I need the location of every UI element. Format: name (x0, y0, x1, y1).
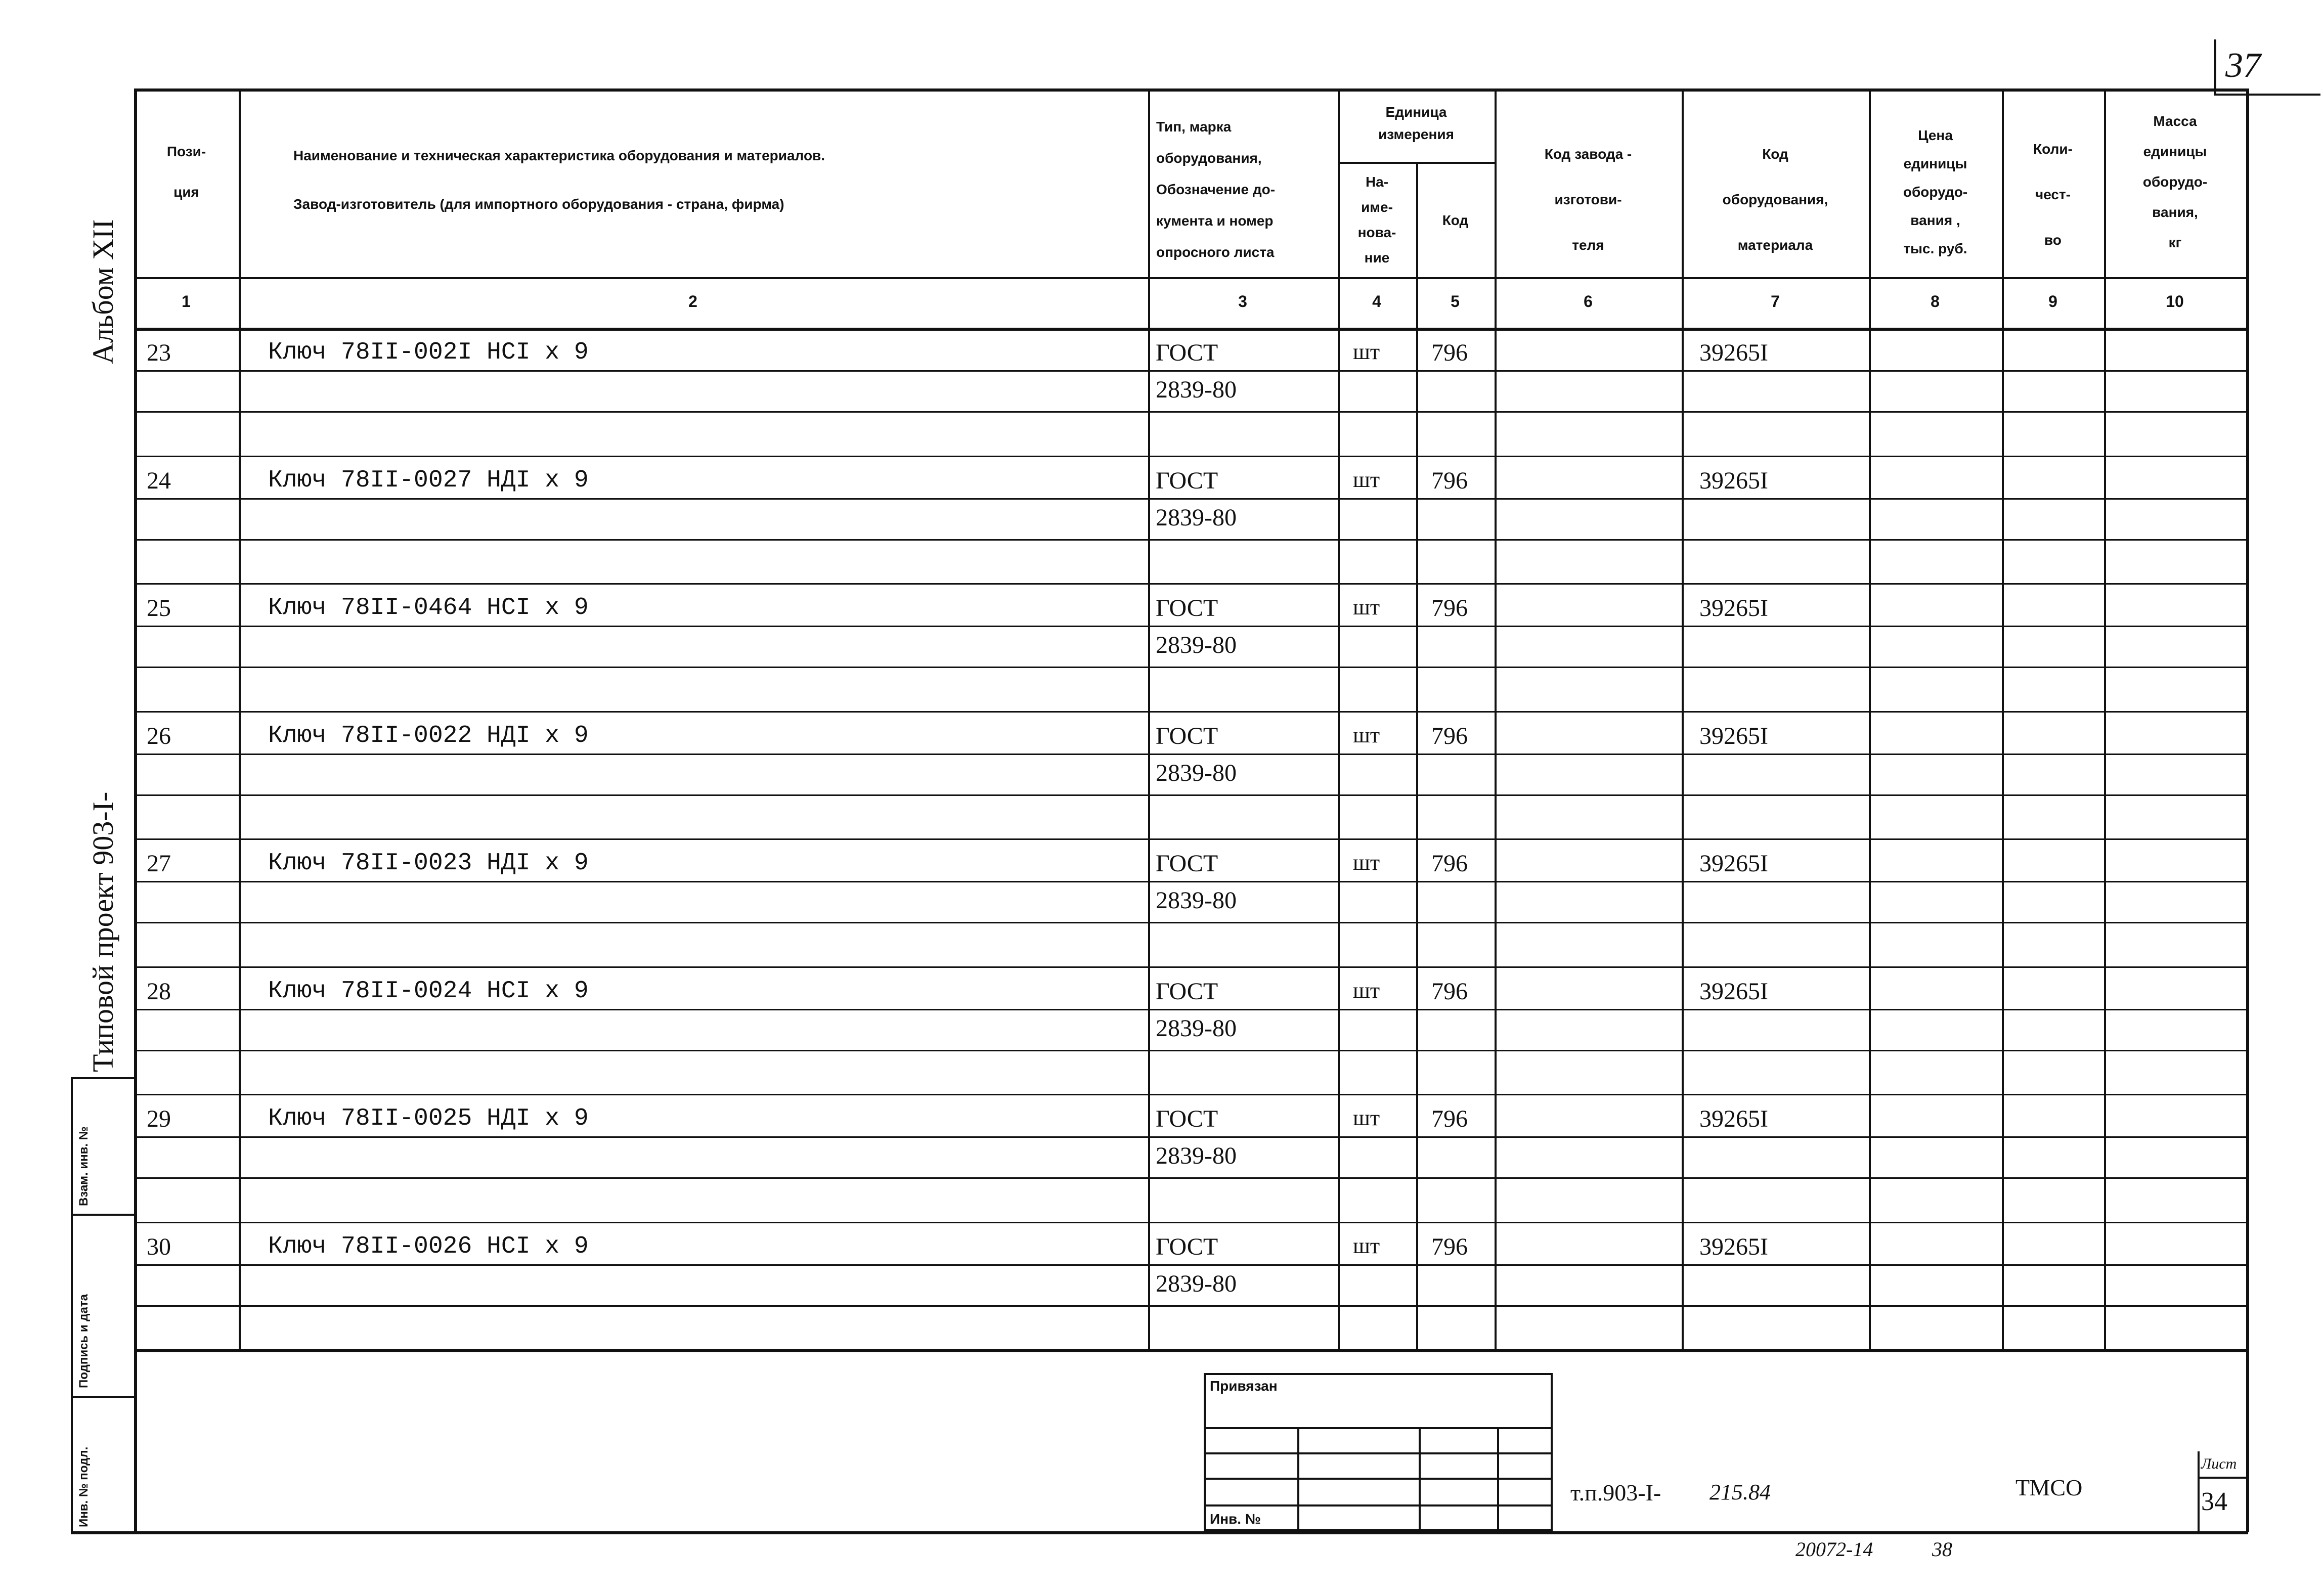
row-unit: шт (1353, 1233, 1380, 1258)
row-line (134, 1094, 2248, 1095)
row-line (134, 922, 2248, 923)
row-equip-code: 39265I (1699, 467, 1768, 494)
stamp-box-div1 (71, 1077, 134, 1079)
hdr-price: Цена единицы оборудо- вания , тыс. руб. (1903, 127, 1968, 256)
footer-stamp-row2 (1204, 1452, 1553, 1454)
col-line-4 (1416, 162, 1418, 1350)
row-position: 27 (147, 850, 171, 877)
hdr-type: Тип, марка оборудования, Обозначение до- кумента и номер опросного листа (1156, 119, 1276, 260)
row-unit: шт (1353, 339, 1380, 364)
hdr-maker-code: Код завода - изготови- теля (1544, 146, 1632, 253)
row-position: 23 (147, 339, 171, 366)
row-doc-number: 2839-80 (1156, 1270, 1237, 1297)
col-line-1 (239, 88, 241, 1350)
hdr-unit-code: Код (1442, 212, 1469, 228)
row-unit-code: 796 (1431, 850, 1468, 877)
row-name: Ключ 78II-0027 НДI х 9 (268, 466, 589, 494)
column-number: 2 (688, 292, 697, 311)
row-line (134, 411, 2248, 413)
row-doc-number: 2839-80 (1156, 759, 1237, 786)
row-name: Ключ 78II-0022 НДI х 9 (268, 722, 589, 749)
header-bottom (134, 277, 2248, 279)
column-number: 10 (2166, 292, 2184, 311)
body-bottom (134, 1349, 2248, 1352)
stamp-box-div2 (71, 1214, 134, 1216)
frame-top (134, 88, 2248, 92)
stamp-sign: Подпись и дата (77, 1294, 91, 1388)
row-position: 26 (147, 722, 171, 749)
row-name: Ключ 78II-0025 НДI х 9 (268, 1105, 589, 1132)
row-position: 30 (147, 1233, 171, 1260)
footer-stamp-col3 (1497, 1427, 1499, 1531)
row-unit-code: 796 (1431, 1105, 1468, 1132)
row-line (134, 711, 2248, 713)
sheet-label: Лист (2201, 1455, 2237, 1472)
row-doc-number: 2839-80 (1156, 376, 1237, 403)
row-line (134, 626, 2248, 627)
row-unit-code: 796 (1431, 722, 1468, 749)
row-doc-number: 2839-80 (1156, 887, 1237, 914)
col-line-8 (2002, 88, 2004, 1350)
hdr-mass: Масса единицы оборудо- вания, кг (2142, 113, 2208, 250)
column-number: 9 (2048, 292, 2057, 311)
row-line (134, 1305, 2248, 1307)
row-unit-code: 796 (1431, 595, 1468, 622)
frame-right (2246, 88, 2249, 1532)
row-line (134, 370, 2248, 372)
album-label: Альбом XII (86, 219, 119, 364)
row-line (134, 1177, 2248, 1179)
row-line (134, 1222, 2248, 1223)
section-code: ТМСО (2015, 1475, 2083, 1500)
row-doc: ГОСТ (1156, 339, 1218, 366)
row-line (134, 1136, 2248, 1138)
row-name: Ключ 78II-0464 НСI х 9 (268, 594, 589, 622)
privyazan-label: Привязан (1210, 1378, 1278, 1394)
bottom-note-1: 20072-14 (1795, 1538, 1873, 1561)
col-line-9 (2104, 88, 2106, 1350)
row-line (134, 498, 2248, 500)
row-position: 28 (147, 978, 171, 1005)
row-line (134, 539, 2248, 541)
column-number: 5 (1451, 292, 1460, 311)
row-line (134, 838, 2248, 840)
frame-bottom (71, 1531, 2248, 1534)
hdr-qty: Коли- чест- во (2033, 141, 2073, 248)
row-equip-code: 39265I (1699, 1105, 1768, 1132)
column-number: 1 (182, 292, 191, 311)
row-name: Ключ 78II-002I НСI х 9 (268, 339, 589, 366)
row-equip-code: 39265I (1699, 850, 1768, 877)
row-unit: шт (1353, 978, 1380, 1003)
row-line (134, 794, 2248, 796)
row-name: Ключ 78II-0024 НСI х 9 (268, 977, 589, 1005)
column-number: 6 (1584, 292, 1593, 311)
col-line-2 (1148, 88, 1150, 1350)
row-doc: ГОСТ (1156, 978, 1218, 1005)
row-line (134, 966, 2248, 968)
frame-left (134, 88, 137, 1532)
row-unit: шт (1353, 722, 1380, 747)
col-line-6 (1682, 88, 1684, 1350)
col-line-5 (1495, 88, 1497, 1350)
hdr-name: Наименование и техническая характеристика оборудования и материалов. Завод-изготовитель (для импортного оборудования - страна, фирма) (293, 148, 825, 212)
corner-vline (2214, 39, 2216, 95)
column-number: 4 (1372, 292, 1381, 311)
hdr-pos: Пози- ция (166, 144, 206, 200)
row-line (134, 1264, 2248, 1266)
row-unit-code: 796 (1431, 1233, 1468, 1260)
sheet-number: 34 (2201, 1487, 2227, 1516)
row-doc-number: 2839-80 (1156, 1142, 1237, 1169)
row-doc: ГОСТ (1156, 595, 1218, 622)
stamp-box-left (71, 1077, 73, 1532)
colnum-bottom (134, 328, 2248, 331)
row-doc-number: 2839-80 (1156, 504, 1237, 531)
inv-no-label: Инв. № (1210, 1511, 1261, 1527)
row-unit: шт (1353, 1105, 1380, 1130)
column-number: 3 (1238, 292, 1247, 311)
hdr-unit: Единица измерения (1378, 104, 1454, 142)
row-unit-code: 796 (1431, 978, 1468, 1005)
hdr-equip-code: Код оборудования, материала (1722, 146, 1828, 253)
footer-stamp-row3 (1204, 1478, 1553, 1480)
row-equip-code: 39265I (1699, 595, 1768, 622)
page-number: 37 (2225, 46, 2261, 85)
row-name: Ключ 78II-0026 НСI х 9 (268, 1232, 589, 1260)
row-unit: шт (1353, 850, 1380, 875)
row-doc-number: 2839-80 (1156, 632, 1237, 658)
project-title: Типовой проект 903-I- (86, 791, 119, 1072)
row-doc: ГОСТ (1156, 467, 1218, 494)
col-line-7 (1869, 88, 1871, 1350)
row-line (134, 1050, 2248, 1051)
stamp-vzam: Взам. инв. № (77, 1126, 91, 1206)
row-position: 25 (147, 595, 171, 622)
doc-code-hand: 215.84 (1709, 1480, 1771, 1504)
row-doc: ГОСТ (1156, 1105, 1218, 1132)
row-position: 24 (147, 467, 171, 494)
row-unit-code: 796 (1431, 339, 1468, 366)
row-line (134, 881, 2248, 882)
row-equip-code: 39265I (1699, 978, 1768, 1005)
row-name: Ключ 78II-0023 НДI х 9 (268, 850, 589, 877)
footer-stamp-col1 (1297, 1427, 1299, 1531)
row-unit: шт (1353, 595, 1380, 619)
row-line (134, 754, 2248, 755)
column-number: 8 (1931, 292, 1940, 311)
stamp-inv: Инв. № подл. (77, 1446, 91, 1527)
row-equip-code: 39265I (1699, 722, 1768, 749)
col-line-3 (1338, 88, 1340, 1350)
corner-hline (2214, 94, 2320, 96)
footer-stamp-col2 (1419, 1427, 1421, 1531)
footer-stamp-row1 (1204, 1427, 1553, 1429)
row-doc-number: 2839-80 (1156, 1014, 1237, 1042)
row-equip-code: 39265I (1699, 1233, 1768, 1260)
footer-stamp-row4 (1204, 1504, 1553, 1507)
stamp-box-div3 (71, 1396, 134, 1398)
doc-code-typed: т.п.903-I- (1570, 1480, 1661, 1505)
row-doc: ГОСТ (1156, 850, 1218, 877)
row-position: 29 (147, 1105, 171, 1132)
row-line (134, 456, 2248, 457)
row-line (134, 1009, 2248, 1010)
hdr-unit-name: На- име- нова- ние (1357, 174, 1396, 265)
row-line (134, 583, 2248, 585)
column-number: 7 (1771, 292, 1780, 311)
row-equip-code: 39265I (1699, 339, 1768, 366)
bottom-note-2: 38 (1932, 1538, 1952, 1561)
row-doc: ГОСТ (1156, 1233, 1218, 1260)
row-doc: ГОСТ (1156, 722, 1218, 749)
sheet-box-div (2198, 1477, 2248, 1479)
row-unit-code: 796 (1431, 467, 1468, 494)
row-line (134, 667, 2248, 668)
row-unit: шт (1353, 467, 1380, 492)
